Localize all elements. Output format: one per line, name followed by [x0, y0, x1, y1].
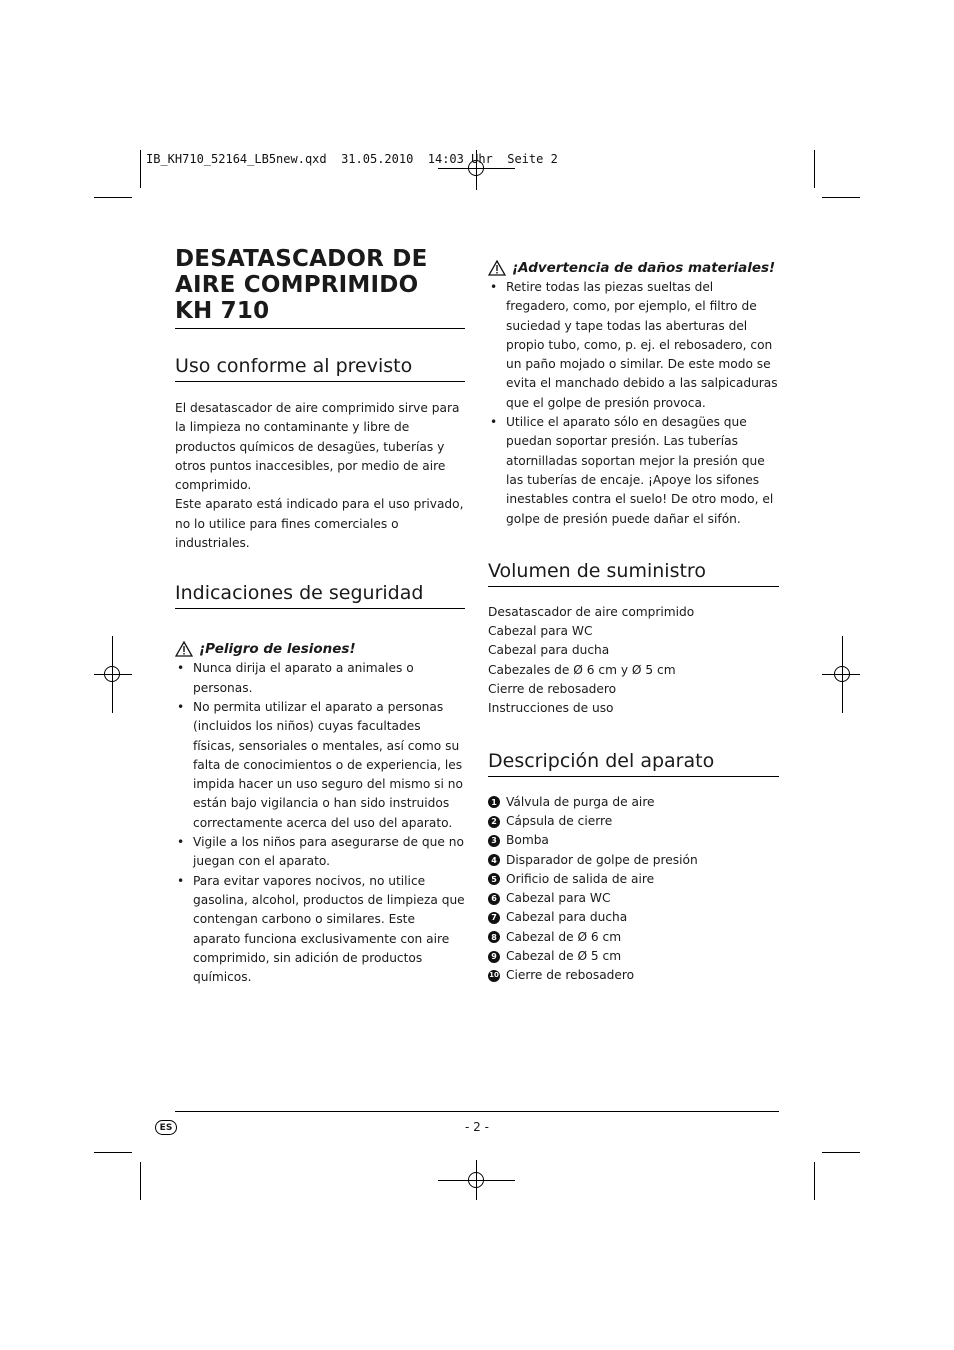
left-column — [175, 246, 465, 987]
section-heading-descripcion: Descripción del aparato — [488, 749, 779, 777]
list-item — [488, 831, 779, 850]
warning-heading — [175, 639, 465, 659]
warning-triangle-icon — [175, 641, 193, 657]
list-item: Instrucciones de uso — [488, 701, 614, 716]
list-item: Cabezal para WC — [488, 624, 593, 639]
number-badge: 5 — [488, 873, 500, 885]
list-item: • Utilice el aparato sólo en desagües que puedan soportar presión. Las tuberías atornilladas soportan mejor la presión que las tuberías de encaje. ¡Apoye los sifones inestables contra el suelo! De otro modo, el golpe de presión puede dañar el sifón. — [488, 413, 779, 529]
title-line: KH 710 — [175, 298, 270, 324]
title-line: AIRE COMPRIMIDO — [175, 272, 419, 298]
list-item — [488, 947, 779, 966]
list-item: Cabezales de Ø 6 cm y Ø 5 cm — [488, 662, 676, 677]
language-badge: ES — [155, 1120, 177, 1135]
part-label: Cierre de rebosadero — [506, 968, 635, 983]
number-badge: 10 — [488, 970, 500, 982]
list-item: Desatascador de aire comprimido — [488, 604, 695, 619]
part-label: Cabezal para WC — [506, 891, 611, 906]
list-item — [488, 908, 779, 927]
number-badge: 2 — [488, 816, 500, 828]
supply-list — [488, 603, 779, 719]
list-item — [488, 889, 779, 908]
list-item: Cabezal para ducha — [488, 643, 610, 658]
number-badge: 7 — [488, 912, 500, 924]
number-badge: 9 — [488, 951, 500, 963]
list-item: • No permita utilizar el aparato a personas (incluidos los niños) cuyas facultades físicas, sensoriales o mentales, así como su falta de conocimientos o de experiencia, les impida hacer un uso seguro del mismo si no están bajo vigilancia o han sido instruidos correctamente acerca del uso del aparato. — [175, 698, 465, 833]
section-heading-uso: Uso conforme al previsto — [175, 354, 465, 382]
material-damage-list — [488, 278, 779, 529]
warning-text: ¡Advertencia de daños materiales! — [512, 260, 776, 276]
list-item — [488, 966, 779, 985]
warning-text: ¡Peligro de lesiones! — [199, 641, 356, 658]
part-label: Bomba — [506, 833, 549, 848]
number-badge: 4 — [488, 854, 500, 866]
part-label: Válvula de purga de aire — [506, 794, 655, 809]
section-heading-suministro: Volumen de suministro — [488, 559, 779, 587]
warning-heading — [488, 258, 779, 278]
print-slug: IB_KH710_52164_LB5new.qxd 31.05.2010 14:03 Uhr Seite 2 — [146, 152, 558, 166]
number-badge: 8 — [488, 931, 500, 943]
parts-list — [488, 793, 779, 986]
list-item: • Vigile a los niños para asegurarse de que no juegan con el aparato. — [175, 833, 465, 872]
section-heading-seguridad: Indicaciones de seguridad — [175, 581, 465, 609]
title-line: DESATASCADOR DE — [175, 246, 428, 272]
safety-list — [175, 659, 465, 987]
list-item: Cierre de rebosadero — [488, 682, 617, 697]
part-label: Cabezal de Ø 6 cm — [506, 929, 622, 944]
page-title — [175, 246, 465, 329]
right-column — [488, 258, 779, 986]
list-item — [488, 928, 779, 947]
list-item: • Para evitar vapores nocivos, no utilice gasolina, alcohol, productos de limpieza que contengan carbono o similares. Este aparato funciona exclusivamente con aire comprimido, sin adición de productos químicos. — [175, 872, 465, 988]
footer-rule — [175, 1111, 779, 1112]
list-item: • Retire todas las piezas sueltas del fregadero, como, por ejemplo, el filtro de suciedad y tape todas las aberturas del propio tubo, como, p. ej. el rebosadero, con un paño mojado o similar. De este modo se evita el manchado debido a las salpicaduras que el golpe de presión provoca. — [488, 278, 779, 413]
paragraph: Este aparato está indicado para el uso privado, no lo utilice para fines comerciales o industriales. — [175, 497, 464, 551]
warning-triangle-icon — [488, 260, 506, 276]
part-label: Disparador de golpe de presión — [506, 852, 698, 867]
number-badge: 6 — [488, 893, 500, 905]
page-number: - 2 - — [465, 1120, 489, 1134]
list-item — [488, 812, 779, 831]
part-label: Cápsula de cierre — [506, 813, 613, 828]
part-label: Cabezal de Ø 5 cm — [506, 949, 622, 964]
part-label: Cabezal para ducha — [506, 910, 628, 925]
list-item — [488, 870, 779, 889]
number-badge: 1 — [488, 796, 500, 808]
number-badge: 3 — [488, 835, 500, 847]
part-label: Orificio de salida de aire — [506, 871, 655, 886]
list-item: • Nunca dirija el aparato a animales o personas. — [175, 659, 465, 698]
list-item — [488, 851, 779, 870]
paragraph: El desatascador de aire comprimido sirve para la limpieza no contaminante y libre de productos químicos de desagües, tuberías y otros puntos inaccesibles, por medio de aire comprimido. — [175, 401, 460, 493]
list-item — [488, 793, 779, 812]
